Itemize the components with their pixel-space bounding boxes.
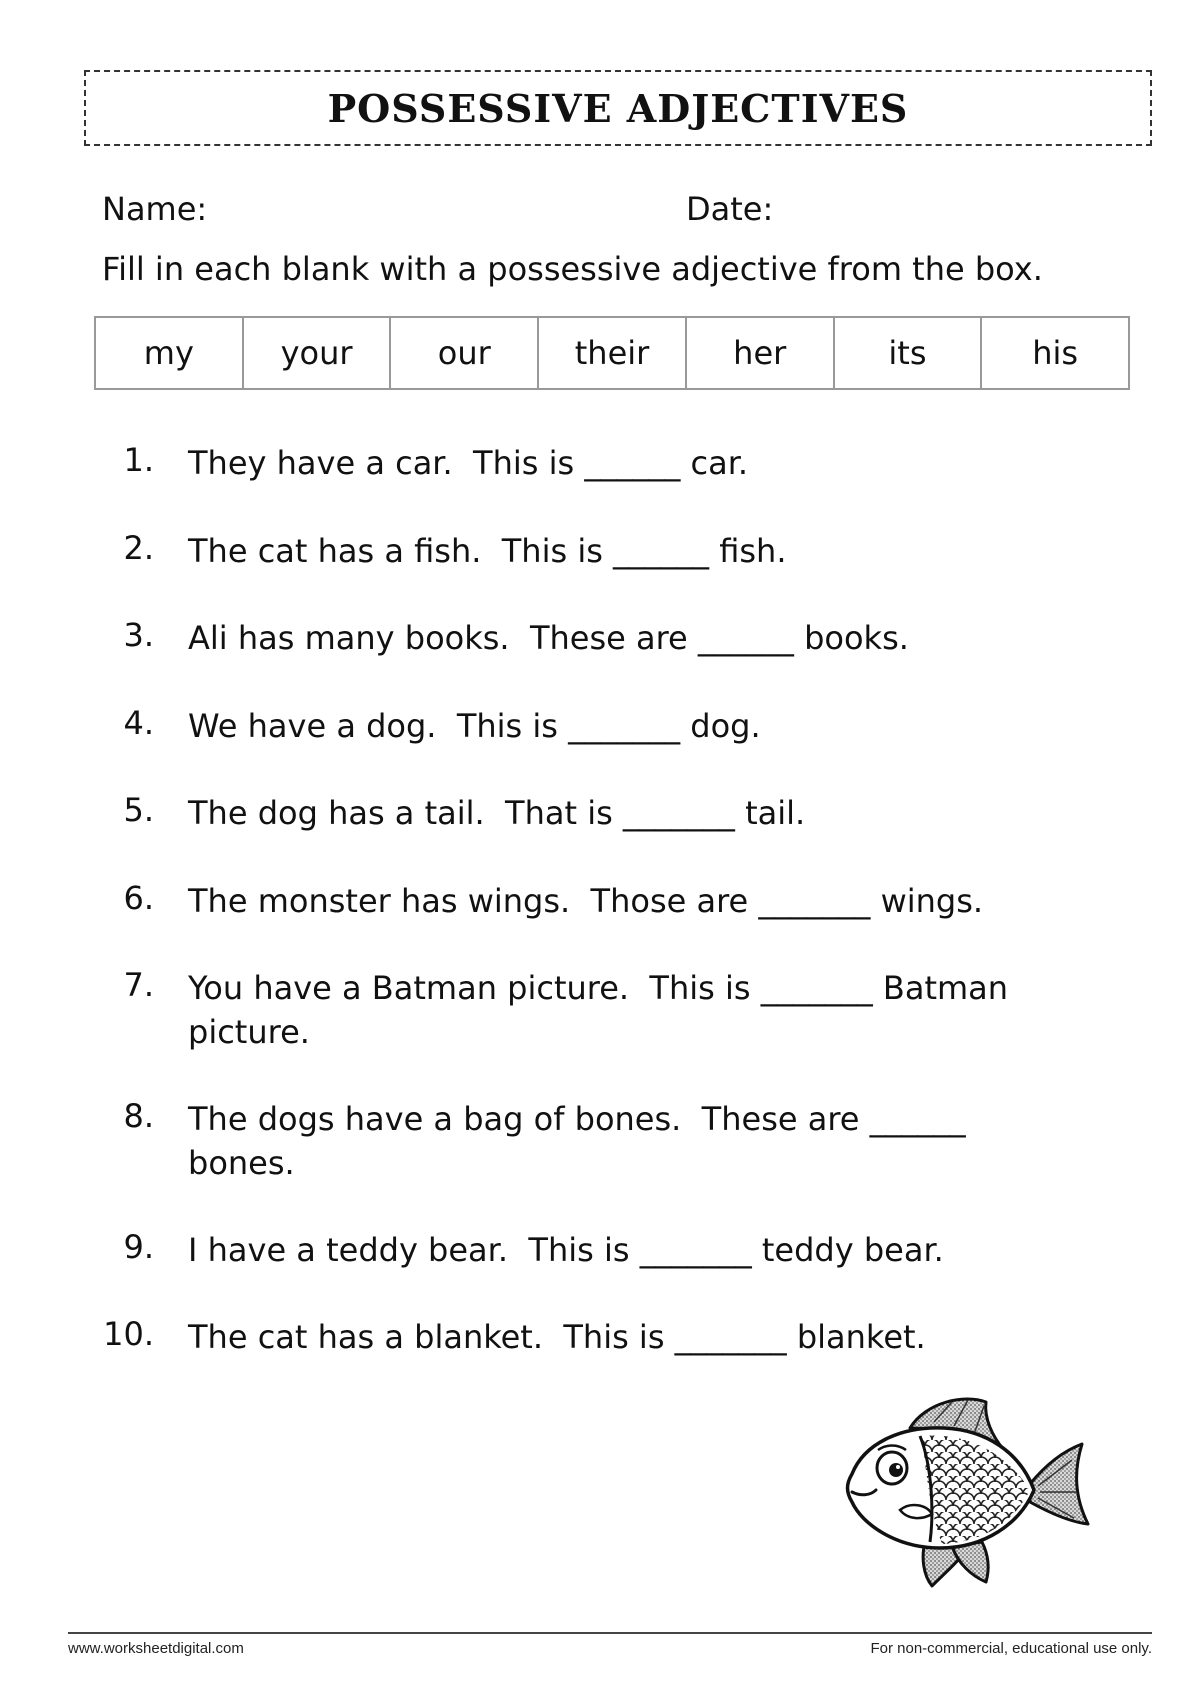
question-text: The dogs have a bag of bones. These are ______ bones. (188, 1100, 966, 1182)
question-text: The dog has a tail. That is _______ tail. (188, 794, 806, 832)
word-bank (94, 316, 1130, 390)
word-bank-item: my (96, 318, 244, 388)
question-text: The monster has wings. Those are _______ wings. (188, 882, 984, 920)
question-text: I have a teddy bear. This is _______ teddy bear. (188, 1231, 944, 1269)
question-number: 7. (123, 966, 154, 1004)
fish-icon (834, 1392, 1098, 1588)
question-number: 5. (123, 791, 154, 829)
footer-website: www.worksheetdigital.com (68, 1640, 244, 1657)
question-text: They have a car. This is ______ car. (188, 444, 749, 482)
word-bank-item: your (244, 318, 392, 388)
question-text: The cat has a blanket. This is _______ blanket. (188, 1318, 926, 1356)
question-text: Ali has many books. These are ______ books. (188, 619, 909, 657)
word-bank-item: her (687, 318, 835, 388)
word-bank-item: their (539, 318, 687, 388)
title-box (84, 70, 1152, 146)
question-number: 10. (103, 1315, 154, 1353)
question-number: 2. (123, 529, 154, 567)
instructions: Fill in each blank with a possessive adjective from the box. (102, 250, 1043, 288)
date-label: Date: (686, 190, 774, 228)
footer-usage-note: For non-commercial, educational use only. (870, 1640, 1152, 1657)
question-text: We have a dog. This is _______ dog. (188, 707, 761, 745)
question-number: 9. (123, 1228, 154, 1266)
question-number: 8. (123, 1097, 154, 1135)
question-number: 4. (123, 704, 154, 742)
question-text: The cat has a fish. This is ______ fish. (188, 532, 787, 570)
page-title: POSSESSIVE ADJECTIVES (327, 85, 909, 131)
word-bank-item: our (391, 318, 539, 388)
word-bank-item: its (835, 318, 983, 388)
question-number: 6. (123, 879, 154, 917)
name-label: Name: (102, 190, 208, 228)
question-number: 3. (123, 616, 154, 654)
footer-divider (68, 1632, 1152, 1634)
question-number: 1. (123, 441, 154, 479)
question-text: You have a Batman picture. This is _______ Batman picture. (188, 969, 1009, 1051)
word-bank-item: his (1032, 334, 1079, 372)
